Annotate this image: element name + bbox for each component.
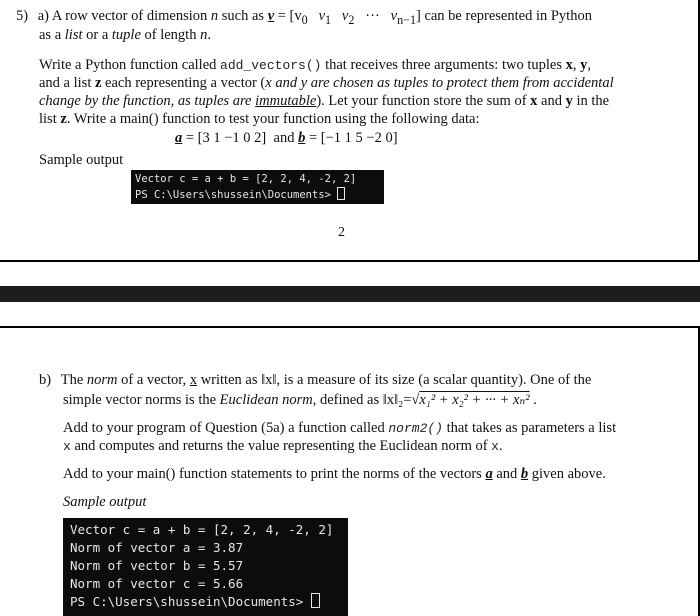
q5a-label: a) bbox=[37, 8, 49, 24]
q5b-line4: x and computes and returns the value representing the Euclidean norm of x. bbox=[63, 438, 503, 454]
q5b-line5: Add to your main() function statements to print the norms of the vectors a and b given above. bbox=[63, 466, 606, 482]
norm-formula: x₁² + x₂² + ··· + xₙ² bbox=[419, 392, 530, 408]
question-number: 5) a) A row vector of dimension n such as $v = [v_0$ $v_1$ $v_2$ ··· $v_{n-1}$] can be represented in Python bbox=[16, 8, 592, 27]
page-separator bbox=[0, 286, 700, 302]
terminal-line: Norm of vector b = 5.57 bbox=[70, 558, 244, 573]
terminal-line: PS C:\Users\shussein\Documents> bbox=[135, 187, 380, 203]
q5b-line1: b) The norm of a vector, x written as ‖x‖, is a measure of its size (a scalar quantity). One of the bbox=[39, 372, 592, 388]
sample-output-label-a: Sample output bbox=[39, 152, 124, 168]
q5a-line2: as a list or a tuple of length n. bbox=[39, 27, 211, 43]
q5b-label: b) bbox=[39, 372, 52, 388]
terminal-line: Norm of vector c = 5.66 bbox=[70, 576, 244, 591]
q5a-para-line1: Write a Python function called add_vectors() that receives three arguments: two tuples x, y, bbox=[39, 57, 591, 73]
page-gap bbox=[0, 262, 700, 286]
terminal-output-a bbox=[131, 170, 384, 204]
terminal-line: Norm of vector a = 3.87 bbox=[70, 540, 244, 555]
q5a-data-line: a = [3 1 −1 0 2] and b = [−1 1 5 −2 0] bbox=[175, 130, 398, 146]
page-bottom bbox=[0, 326, 700, 616]
page-top bbox=[0, 0, 700, 262]
terminal-output-b bbox=[63, 518, 348, 616]
terminal-line: PS C:\Users\shussein\Documents> bbox=[70, 593, 341, 611]
norm2-code: norm2() bbox=[388, 421, 443, 436]
page-number: 2 bbox=[338, 225, 345, 240]
cursor-icon bbox=[337, 187, 345, 200]
q5a-para-line3: change by the function, as tuples are immutable). Let your function store the sum of x and y in the bbox=[39, 93, 610, 109]
q5-number: 5) bbox=[16, 8, 29, 24]
add-vectors-code: add_vectors() bbox=[220, 58, 322, 73]
q5b-line2: simple vector norms is the Euclidean norm, defined as ‖x‖₂=√x₁² + x₂² + ··· + xₙ² . bbox=[63, 392, 537, 408]
terminal-line: Vector c = a + b = [2, 2, 4, -2, 2] bbox=[135, 173, 357, 185]
q5b-line3: Add to your program of Question (5a) a function called norm2() that takes as parameters a list bbox=[63, 420, 617, 436]
terminal-line: Vector c = a + b = [2, 2, 4, -2, 2] bbox=[70, 522, 334, 537]
q5a-para-line2: and a list z each representing a vector (x and y are chosen as tuples to protect them from accidental bbox=[39, 75, 614, 91]
sample-output-label-b: Sample output bbox=[63, 494, 147, 510]
cursor-icon bbox=[311, 593, 320, 608]
q5a-para-line4: list z. Write a main() function to test your function using the following data: bbox=[39, 111, 480, 127]
